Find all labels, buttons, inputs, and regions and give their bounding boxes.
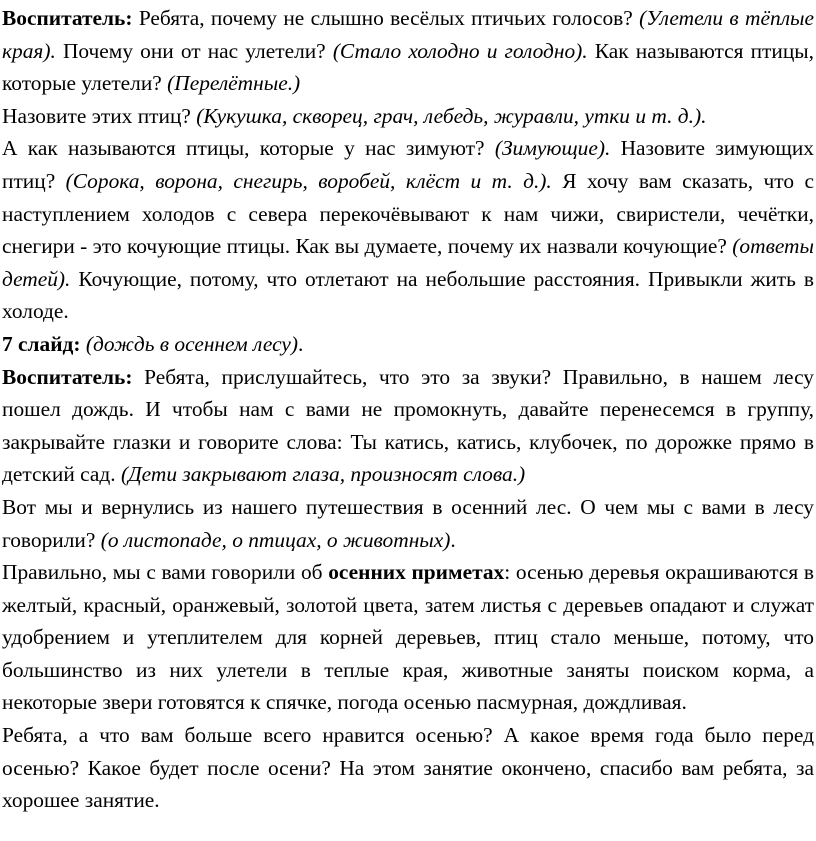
italic-remark: (ответы детей).	[2, 234, 814, 291]
body-text: Ребята, почему не слышно весёлых птичьих голосов?	[132, 6, 640, 30]
body-text: Ребята, а что вам больше всего нравится осенью? А какое время года было перед осенью? Какое будет после осени? На этом занятие окончено, спасибо вам ребята, за хорошее занятие.	[2, 723, 814, 813]
italic-remark: (дождь в осеннем лесу)	[85, 331, 299, 356]
body-text: Кочующие, потому, что отлетают на небольшие расстояния. Привыкли жить в холоде.	[2, 266, 814, 324]
body-text: Вот мы и вернулись из нашего путешествия в осенний лес. О чем мы с вами в лесу говорили?	[2, 494, 814, 552]
paragraph-return-from-trip	[2, 491, 814, 556]
paragraph-closing	[2, 719, 814, 817]
paragraph-name-birds	[2, 100, 814, 133]
body-text: Назовите зимующих птиц?	[2, 136, 814, 193]
italic-remark: (о листопаде, о птицах, о животных)	[100, 527, 451, 552]
italic-remark: (Улетели в тёплые края).	[2, 6, 814, 63]
paragraph-wintering-birds	[2, 132, 814, 328]
italic-remark: (Зимующие).	[494, 136, 611, 161]
body-text: : осенью деревья окрашиваются в желтый, красный, оранжевый, золотой цвета, затем листья с деревьев опадают и служат удобрением и утеплителем для корней деревьев, птиц стало меньше, потому, что большинство из них улетели в теплые края, животные заняты поиском корма, а некоторые звери готовятся к спячке, погода осенью пасмурная, дождливая.	[2, 560, 814, 715]
bold-text: Воспитатель:	[2, 364, 133, 389]
italic-remark: (Дети закрывают глаза, произносят слова.)	[120, 462, 526, 487]
body-text: .	[450, 527, 456, 552]
italic-remark: (Стало холодно и голодно).	[332, 38, 588, 63]
body-text: Ребята, прислушайтесь, что это за звуки? Правильно, в нашем лесу пошел дождь. И чтобы нам с вами не промокнуть, давайте перенесемся в группу, закрывайте глазки и говорите слова: Ты катись, катись, клубочек, по дорожке прямо в детский сад.	[2, 364, 814, 487]
body-text: Как называются птицы, которые улетели?	[2, 38, 814, 96]
body-text: Назовите этих птиц?	[2, 103, 197, 128]
bold-text: Воспитатель:	[2, 6, 133, 30]
paragraph-birds-questions	[2, 2, 814, 100]
paragraph-slide-7	[2, 328, 814, 361]
italic-remark: (Сорока, ворона, снегирь, воробей, клёст и т. д.).	[65, 168, 552, 193]
body-text: Я хочу вам сказать, что с наступлением холодов с севера перекочёвывают к нам чижи, свиристели, чечётки, снегири - это кочующие птицы. Как вы думаете, почему их назвали кочующие?	[2, 168, 814, 259]
italic-remark: (Кукушка, скворец, грач, лебедь, журавли, утки и т. д.).	[196, 103, 707, 128]
paragraph-rain-sounds	[2, 361, 814, 491]
body-text: Правильно, мы с вами говорили об	[2, 560, 329, 585]
body-text: Почему они от нас улетели?	[55, 38, 333, 63]
body-text: А как называются птицы, которые у нас зимуют?	[2, 136, 495, 161]
bold-text: 7 слайд:	[2, 331, 81, 356]
body-text: .	[298, 331, 304, 356]
bold-text: осенних приметах	[328, 560, 505, 585]
paragraph-autumn-signs	[2, 556, 814, 719]
italic-remark: (Перелётные.)	[167, 71, 301, 96]
